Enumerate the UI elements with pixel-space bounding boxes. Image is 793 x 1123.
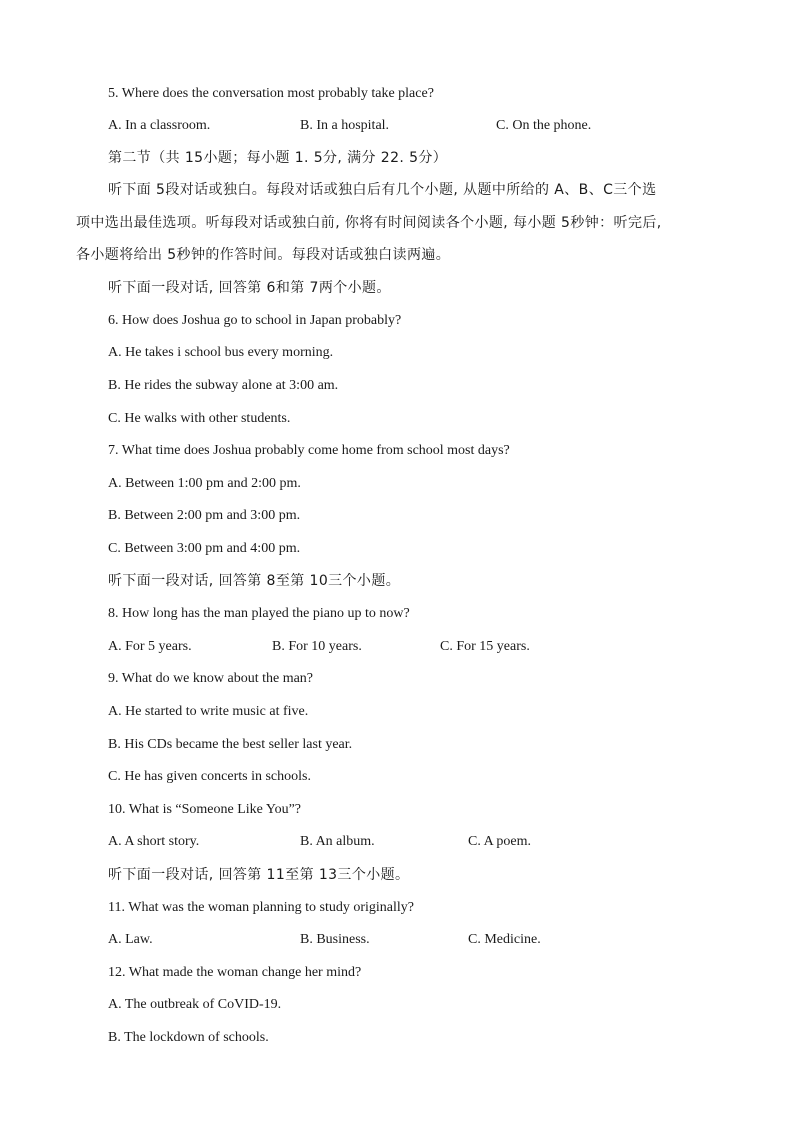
question-11-options [0,931,793,949]
question-11-stem: 11. What was the woman planning to study originally? [108,900,415,915]
question-5-stem: 5. Where does the conversation most probably take place? [108,86,434,101]
q9-option-a: A. He started to write music at five. [108,704,309,719]
q8-option-a: A. For 5 years. [108,639,192,654]
q9-option-b: B. His CDs became the best seller last year. [108,737,353,752]
dialog-6-7-heading: 听下面一段对话, 回答第 6和第 7两个小题。 [108,280,391,296]
q5-option-b: B. In a hospital. [300,118,390,133]
question-7-stem: 7. What time does Joshua probably come home from school most days? [108,443,510,458]
question-6-stem: 6. How does Joshua go to school in Japan probably? [108,313,402,328]
q5-option-c: C. On the phone. [496,118,592,133]
q7-option-c: C. Between 3:00 pm and 4:00 pm. [108,541,301,556]
question-10-stem: 10. What is “Someone Like You”? [108,802,301,817]
question-8-stem: 8. How long has the man played the piano up to now? [108,606,410,621]
q11-option-a: A. Law. [108,932,153,947]
q6-option-b: B. He rides the subway alone at 3:00 am. [108,378,339,393]
question-9-stem: 9. What do we know about the man? [108,671,314,686]
q10-option-c: C. A poem. [468,834,532,849]
q7-option-a: A. Between 1:00 pm and 2:00 pm. [108,476,301,491]
section-2-heading: 第二节（共 15小题；每小题 1. 5分, 满分 22. 5分） [108,150,448,166]
question-10-options [0,833,793,851]
q11-option-b: B. Business. [300,932,370,947]
q9-option-c: C. He has given concerts in schools. [108,769,311,784]
q12-option-b: B. The lockdown of schools. [108,1030,269,1045]
question-8-options [0,638,793,656]
q7-option-b: B. Between 2:00 pm and 3:00 pm. [108,508,301,523]
q10-option-a: A. A short story. [108,834,200,849]
question-12-stem: 12. What made the woman change her mind? [108,965,362,980]
q11-option-c: C. Medicine. [468,932,541,947]
instructions-line-2: 项中选出最佳选项。听每段对话或独白前, 你将有时间阅读各个小题, 每小题 5秒钟：听完后, [76,215,662,231]
q6-option-c: C. He walks with other students. [108,411,291,426]
instructions-line-3: 各小题将给出 5秒钟的作答时间。每段对话或独白读两遍。 [76,247,451,263]
q8-option-b: B. For 10 years. [272,639,362,654]
question-5-options [0,117,793,135]
q5-option-a: A. In a classroom. [108,118,211,133]
q8-option-c: C. For 15 years. [440,639,530,654]
q10-option-b: B. An album. [300,834,375,849]
instructions-line-1: 听下面 5段对话或独白。每段对话或独白后有几个小题, 从题中所给的 A、B、C三个选 [108,182,657,198]
q6-option-a: A. He takes i school bus every morning. [108,345,334,360]
dialog-8-10-heading: 听下面一段对话, 回答第 8至第 10三个小题。 [108,573,401,589]
dialog-11-13-heading: 听下面一段对话, 回答第 11至第 13三个小题。 [108,867,410,883]
q12-option-a: A. The outbreak of CoVID-19. [108,997,282,1012]
